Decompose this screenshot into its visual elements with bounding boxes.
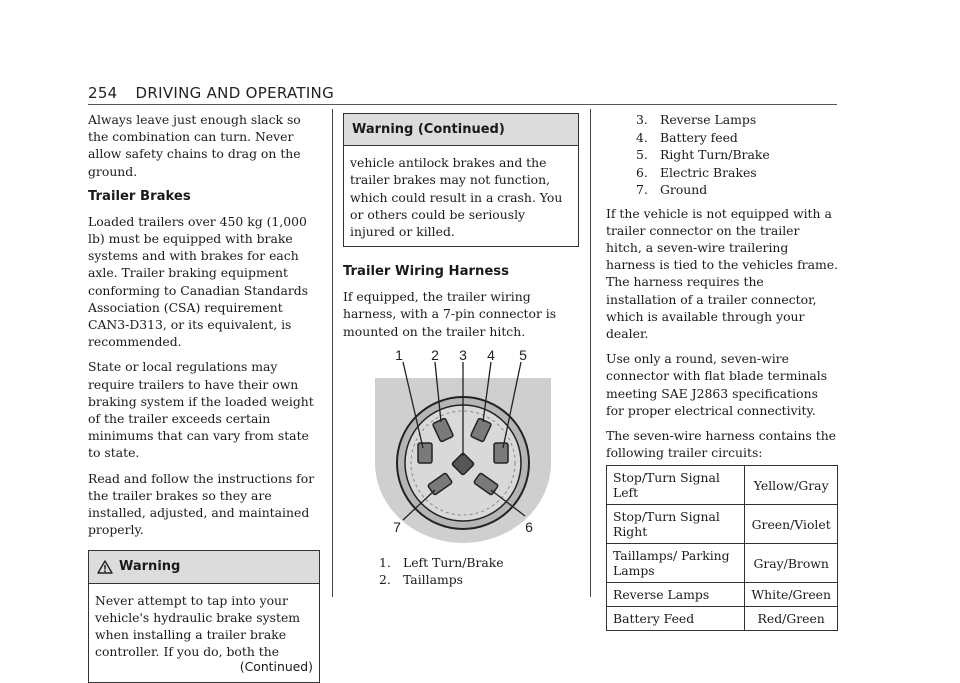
- warning-continued-title: Warning (Continued): [352, 122, 505, 137]
- list-item: 4. Battery feed: [636, 129, 738, 145]
- harness-paragraph-3: The seven-wire harness contains the following trailer circuits:: [606, 427, 837, 461]
- diagram-label-1: 1: [395, 347, 403, 363]
- warning-continued-header: [344, 114, 578, 146]
- trailer-brakes-heading: Trailer Brakes: [88, 188, 191, 204]
- trailer-circuits-table: [606, 465, 838, 631]
- column-3: [606, 111, 838, 631]
- table-row: Reverse Lamps White/Green: [607, 583, 838, 607]
- diagram-label-3: 3: [459, 347, 467, 363]
- brakes-paragraph-1: Loaded trailers over 450 kg (1,000 lb) must be equipped with brake systems and with brakes for each axle. Trailer braking equipment conforming to Canadian Standards Association (CSA) requirement CAN3-D313, or its equivalent, is recommended.: [88, 213, 309, 350]
- brakes-paragraph-2: State or local regulations may require trailers to have their own braking system if the loaded weight of the trailer exceeds certain minimums that can vary from state to state.: [88, 359, 314, 461]
- list-item: 7. Ground: [636, 182, 708, 197]
- brakes-paragraph-3: Read and follow the instructions for the trailer brakes so they are installed, adjusted, and maintained properly.: [88, 470, 315, 538]
- warning-text: Never attempt to tap into your vehicle's hydraulic brake system when installing a trailer brake controller. If you do, both the: [95, 592, 301, 660]
- wiring-paragraph: If equipped, the trailer wiring harness, with a 7-pin connector is mounted on the trailer hitch.: [343, 289, 557, 339]
- intro-paragraph: Always leave just enough slack so the combination can turn. Never allow safety chains to drag on the ground.: [88, 112, 301, 179]
- list-item: 1. Left Turn/Brake: [379, 554, 504, 570]
- column-2: [343, 111, 579, 589]
- header-rule: [88, 104, 837, 105]
- warning-continued-box: [343, 113, 579, 247]
- section-title: DRIVING AND OPERATING: [135, 84, 334, 102]
- list-item: 6. Electric Brakes: [636, 164, 757, 180]
- table-row: Taillamps/ Parking Lamps Gray/Brown: [607, 544, 838, 583]
- wiring-harness-heading: Trailer Wiring Harness: [343, 264, 510, 280]
- table-row: Battery Feed Red/Green: [607, 607, 838, 631]
- list-item: 5. Right Turn/Brake: [636, 147, 770, 162]
- column-divider-2: [590, 109, 591, 597]
- column-1: [88, 111, 320, 683]
- warning-continued-text: vehicle antilock brakes and the trailer brakes may not function, which could result in a crash. You or others could be seriously injured or killed.: [350, 155, 563, 240]
- list-item: 3. Reverse Lamps: [636, 112, 757, 127]
- warning-header: [89, 551, 319, 583]
- seven-pin-connector-diagram: [343, 348, 579, 548]
- diagram-label-7: 7: [393, 518, 401, 535]
- column-divider-1: [332, 109, 333, 597]
- table-row: Stop/Turn Signal Right Green/Violet: [607, 505, 838, 544]
- warning-continued-body: [344, 146, 578, 246]
- table-row: Stop/Turn Signal Left Yellow/Gray: [607, 466, 838, 505]
- harness-paragraph-2: Use only a round, seven-wire connector with flat blade terminals meeting SAE J2863 specifications for proper electrical connectivity.: [606, 351, 828, 418]
- pin-list-part-1: [343, 554, 579, 589]
- warning-body: [89, 584, 319, 682]
- warning-triangle-icon: [97, 560, 113, 574]
- diagram-label-5: 5: [519, 347, 527, 363]
- diagram-label-4: 4: [487, 347, 495, 363]
- warning-box: [88, 550, 320, 682]
- diagram-label-2: 2: [431, 347, 439, 363]
- continued-label: (Continued): [239, 659, 313, 675]
- page-header: [88, 84, 334, 102]
- diagram-label-6: 6: [525, 518, 533, 535]
- pin-list-part-2: [606, 111, 838, 199]
- list-item: 2. Taillamps: [379, 572, 464, 588]
- warning-title: Warning: [119, 559, 181, 575]
- page-number: 254: [88, 84, 118, 102]
- harness-paragraph-1: If the vehicle is not equipped with a trailer connector on the trailer hitch, a seven-wire trailering harness is tied to the vehicles frame. The harness requires the installation of a trailer connector, which is available through your dealer.: [606, 205, 838, 341]
